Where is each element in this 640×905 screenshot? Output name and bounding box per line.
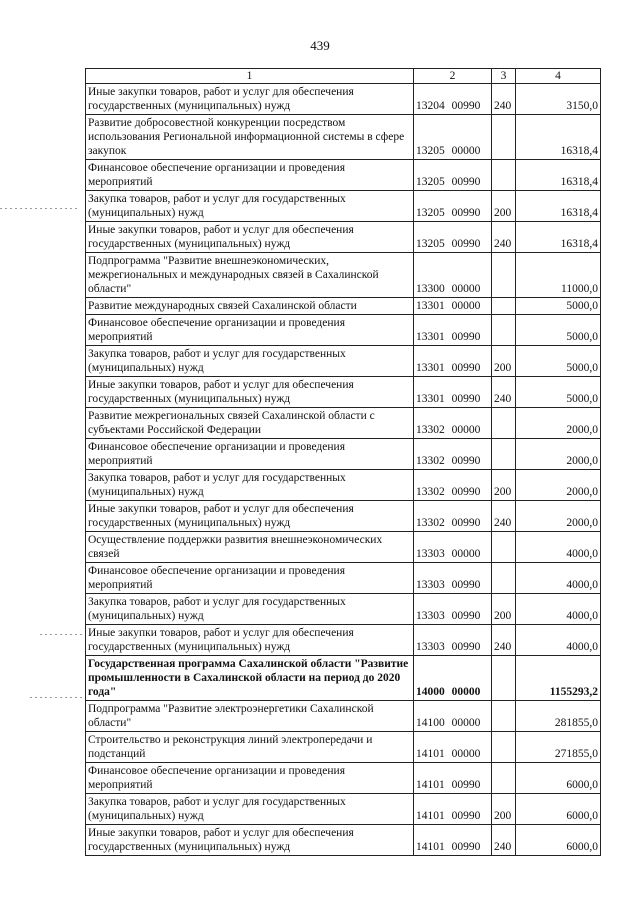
row-code: 13205 00990 [414,160,492,191]
row-type: 240 [492,825,516,856]
row-amount: 271855,0 [516,732,601,763]
row-type: 240 [492,501,516,532]
row-amount: 6000,0 [516,794,601,825]
row-name: Закупка товаров, работ и услуг для государственных (муниципальных) нужд [86,594,414,625]
row-type: 200 [492,470,516,501]
table-row [86,315,601,346]
table-row [86,625,601,656]
row-type: 240 [492,377,516,408]
row-code: 13301 00990 [414,346,492,377]
row-amount: 2000,0 [516,470,601,501]
row-name: Закупка товаров, работ и услуг для государственных (муниципальных) нужд [86,191,414,222]
row-type [492,408,516,439]
row-type: 240 [492,625,516,656]
header-col-4: 4 [516,69,601,84]
row-name: Закупка товаров, работ и услуг для государственных (муниципальных) нужд [86,794,414,825]
header-row [86,69,601,84]
row-type [492,160,516,191]
row-amount: 6000,0 [516,763,601,794]
row-type: 200 [492,191,516,222]
table-row [86,794,601,825]
row-type [492,563,516,594]
row-type: 200 [492,346,516,377]
row-code: 13205 00990 [414,222,492,253]
row-name: Развитие добросовестной конкуренции посредством использования Региональной информационной системы в сфере закупок [86,115,414,160]
row-code: 13303 00990 [414,594,492,625]
header-col-3: 3 [492,69,516,84]
row-amount: 1155293,2 [516,656,601,701]
header-col-1: 1 [86,69,414,84]
row-name: Финансовое обеспечение организации и проведения мероприятий [86,439,414,470]
row-code: 14000 00000 [414,656,492,701]
row-name: Финансовое обеспечение организации и проведения мероприятий [86,315,414,346]
row-name: Закупка товаров, работ и услуг для государственных (муниципальных) нужд [86,346,414,377]
table-row [86,160,601,191]
row-amount: 2000,0 [516,501,601,532]
row-amount: 5000,0 [516,298,601,315]
row-code: 13302 00990 [414,470,492,501]
table-row [86,532,601,563]
table-row [86,191,601,222]
table-row [86,408,601,439]
row-name: Финансовое обеспечение организации и проведения мероприятий [86,563,414,594]
row-amount: 4000,0 [516,532,601,563]
row-type [492,115,516,160]
row-name: Иные закупки товаров, работ и услуг для обеспечения государственных (муниципальных) нужд [86,222,414,253]
row-amount: 5000,0 [516,377,601,408]
row-type: 240 [492,84,516,115]
row-name: Иные закупки товаров, работ и услуг для обеспечения государственных (муниципальных) нужд [86,501,414,532]
row-type [492,439,516,470]
row-name: Развитие международных связей Сахалинской области [86,298,414,315]
table-row [86,377,601,408]
row-code: 14101 00990 [414,825,492,856]
row-code: 14101 00990 [414,794,492,825]
row-name: Иные закупки товаров, работ и услуг для обеспечения государственных (муниципальных) нужд [86,625,414,656]
row-amount: 6000,0 [516,825,601,856]
table-row [86,84,601,115]
row-type: 240 [492,222,516,253]
row-code: 13205 00000 [414,115,492,160]
scan-artifact [30,697,85,698]
row-amount: 16318,4 [516,222,601,253]
row-name: Государственная программа Сахалинской области "Развитие промышленности в Сахалинской области на период до 2020 года" [86,656,414,701]
table-row [86,594,601,625]
row-code: 13301 00000 [414,298,492,315]
scan-artifact [40,634,85,635]
row-type [492,532,516,563]
row-amount: 11000,0 [516,253,601,298]
row-name: Финансовое обеспечение организации и проведения мероприятий [86,763,414,794]
scan-artifact [0,208,80,209]
row-type [492,763,516,794]
row-amount: 4000,0 [516,594,601,625]
row-name: Развитие межрегиональных связей Сахалинской области с субъектами Российской Федерации [86,408,414,439]
row-name: Иные закупки товаров, работ и услуг для обеспечения государственных (муниципальных) нужд [86,84,414,115]
row-amount: 16318,4 [516,191,601,222]
row-type [492,298,516,315]
row-amount: 16318,4 [516,115,601,160]
row-code: 13204 00990 [414,84,492,115]
table-body [86,84,601,856]
table-row [86,563,601,594]
row-amount: 2000,0 [516,408,601,439]
row-code: 13302 00990 [414,501,492,532]
row-amount: 2000,0 [516,439,601,470]
row-name: Закупка товаров, работ и услуг для государственных (муниципальных) нужд [86,470,414,501]
budget-table [85,68,601,856]
row-name: Иные закупки товаров, работ и услуг для обеспечения государственных (муниципальных) нужд [86,825,414,856]
row-code: 13303 00990 [414,563,492,594]
row-code: 13301 00990 [414,377,492,408]
row-code: 13303 00000 [414,532,492,563]
table-row [86,298,601,315]
row-name: Финансовое обеспечение организации и проведения мероприятий [86,160,414,191]
row-code: 13205 00990 [414,191,492,222]
table-row [86,501,601,532]
row-code: 13301 00990 [414,315,492,346]
table-row [86,439,601,470]
row-code: 13303 00990 [414,625,492,656]
row-amount: 281855,0 [516,701,601,732]
row-amount: 4000,0 [516,625,601,656]
table-row [86,656,601,701]
row-type [492,701,516,732]
row-type [492,732,516,763]
row-code: 14100 00000 [414,701,492,732]
row-amount: 16318,4 [516,160,601,191]
row-type [492,315,516,346]
row-code: 13300 00000 [414,253,492,298]
page-number: 439 [310,38,330,53]
table-row [86,732,601,763]
row-name: Осуществление поддержки развития внешнеэкономических связей [86,532,414,563]
row-type [492,656,516,701]
table-header [86,69,601,84]
table-row [86,115,601,160]
table-row [86,346,601,377]
row-name: Подпрограмма "Развитие внешнеэкономических, межрегиональных и международных связей в Сахалинской области" [86,253,414,298]
table-row [86,222,601,253]
row-code: 13302 00000 [414,408,492,439]
row-amount: 5000,0 [516,315,601,346]
header-col-2: 2 [414,69,492,84]
table-row [86,701,601,732]
row-amount: 3150,0 [516,84,601,115]
row-amount: 5000,0 [516,346,601,377]
row-amount: 4000,0 [516,563,601,594]
row-name: Строительство и реконструкция линий электропередачи и подстанций [86,732,414,763]
row-code: 14101 00000 [414,732,492,763]
table-row [86,763,601,794]
table-row [86,470,601,501]
row-code: 13302 00990 [414,439,492,470]
row-name: Подпрограмма "Развитие электроэнергетики Сахалинской области" [86,701,414,732]
row-code: 14101 00990 [414,763,492,794]
row-type: 200 [492,594,516,625]
row-type: 200 [492,794,516,825]
row-type [492,253,516,298]
table-row [86,253,601,298]
row-name: Иные закупки товаров, работ и услуг для обеспечения государственных (муниципальных) нужд [86,377,414,408]
table-row [86,825,601,856]
